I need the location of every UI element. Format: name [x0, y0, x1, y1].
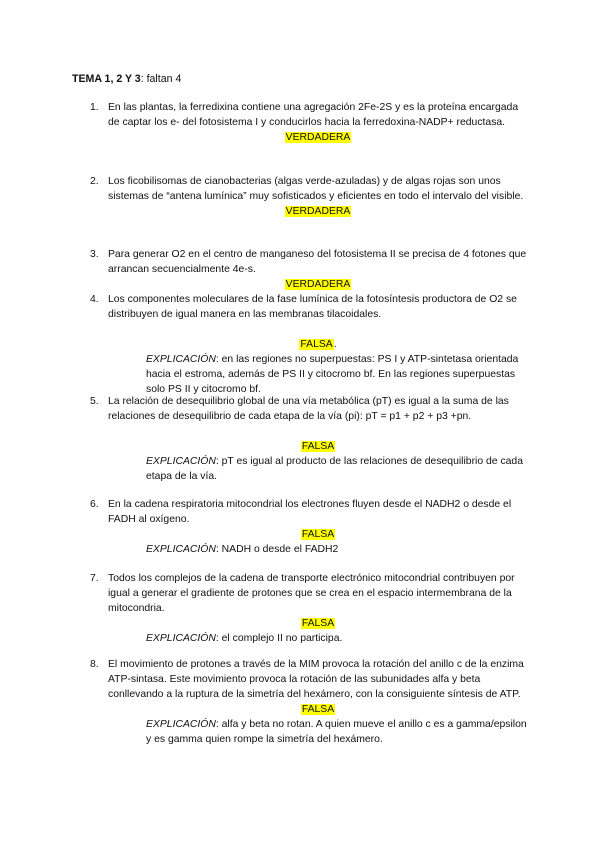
verdict-badge: FALSA [301, 529, 335, 540]
question-2 [90, 174, 530, 219]
explanation-text: : alfa y beta no rotan. A quien mueve el anillo c es a gamma/epsilon y es gamma quien rompe la simetría del hexámero. [146, 719, 527, 745]
explanation [146, 352, 528, 397]
verdict-suffix: . [333, 339, 337, 350]
question-1 [90, 100, 530, 145]
verdict-badge: FALSA [301, 441, 335, 452]
question-text: Para generar O2 en el centro de manganeso del fotosistema II se precisa de 4 fotones que arrancan secuencialmente 4e-s. [108, 249, 527, 275]
question-6 [90, 497, 530, 557]
question-3 [90, 247, 530, 292]
verdict-line [108, 204, 528, 219]
explanation-text: : pT es igual al producto de las relaciones de desequilibrio de cada etapa de la vía. [146, 456, 523, 482]
verdict-line [108, 702, 528, 717]
explanation-label: EXPLICACIÓN [146, 544, 216, 555]
explanation-label: EXPLICACIÓN [146, 633, 216, 644]
question-number: 4. [90, 294, 99, 305]
page-title [72, 72, 181, 87]
question-text: En la cadena respiratoria mitocondrial los electrones fluyen desde el NADH2 o desde el FADH al oxígeno. [108, 499, 512, 525]
explanation-text: : el complejo II no participa. [215, 633, 343, 644]
explanation-label: EXPLICACIÓN [146, 719, 216, 730]
question-8 [90, 657, 530, 747]
verdict-badge: FALSA [301, 704, 335, 715]
explanation [146, 542, 528, 557]
question-number: 1. [90, 102, 99, 113]
question-7 [90, 571, 530, 646]
question-number: 7. [90, 573, 99, 584]
question-text: La relación de desequilibrio global de una vía metabólica (pT) es igual a la suma de las relaciones de desequilibrio de cada etapa de la vía (pi): pT = p1 + p2 + p3 +pn. [108, 396, 509, 422]
verdict-line [108, 439, 528, 454]
question-text: El movimiento de protones a través de la MIM provoca la rotación del anillo c de la enzima ATP-sintasa. Este movimiento provoca la rotación de las subunidades alfa y beta conllevando a la ruptura de la simetría del hexámero, con la consiguiente síntesis de ATP. [108, 659, 524, 700]
verdict-badge: FALSA [301, 618, 335, 629]
question-number: 2. [90, 176, 99, 187]
question-number: 5. [90, 396, 99, 407]
verdict-line [108, 277, 528, 292]
verdict-badge: FALSA [300, 339, 333, 350]
question-4 [90, 292, 530, 397]
explanation-label: EXPLICACIÓN [146, 354, 216, 365]
question-text: Todos los complejos de la cadena de transporte electrónico mitocondrial contribuyen por igual a generar el gradiente de protones que se crea en el espacio intermembrana de la mitocondria. [108, 573, 515, 614]
verdict-line [108, 337, 528, 352]
question-text: Los componentes moleculares de la fase lumínica de la fotosíntesis productora de O2 se distribuyen de igual manera en las membranas tilacoidales. [108, 294, 517, 320]
verdict-line [108, 527, 528, 542]
explanation [146, 631, 528, 646]
explanation [146, 454, 528, 484]
verdict-line [108, 130, 528, 145]
question-number: 8. [90, 659, 99, 670]
verdict-badge: VERDADERA [285, 279, 351, 290]
question-number: 3. [90, 249, 99, 260]
title-bold: TEMA 1, 2 Y 3 [72, 73, 141, 85]
verdict-badge: VERDADERA [285, 206, 351, 217]
question-5 [90, 394, 530, 484]
question-number: 6. [90, 499, 99, 510]
explanation-text: : en las regiones no superpuestas: PS I y ATP-sintetasa orientada hacia el estroma, además de PS II y citocromo bf. En las regiones superpuestas solo PS II y citocromo bf. [146, 354, 519, 395]
title-rest: : faltan 4 [140, 73, 182, 85]
explanation [146, 717, 528, 747]
verdict-line [108, 616, 528, 631]
question-text: En las plantas, la ferredixina contiene una agregación 2Fe-2S y es la proteína encargada de captar los e- del fotosistema I y conducirlos hacia la ferredoxina-NADP+ reductasa. [108, 102, 519, 128]
explanation-text: : NADH o desde el FADH2 [215, 544, 339, 555]
question-text: Los ficobilisomas de cianobacterias (algas verde-azuladas) y de algas rojas son unos sistemas de “antena lumínica” muy sofisticados y eficientes en todo el intervalo del visible. [108, 176, 524, 202]
explanation-label: EXPLICACIÓN [146, 456, 216, 467]
verdict-badge: VERDADERA [285, 132, 351, 143]
